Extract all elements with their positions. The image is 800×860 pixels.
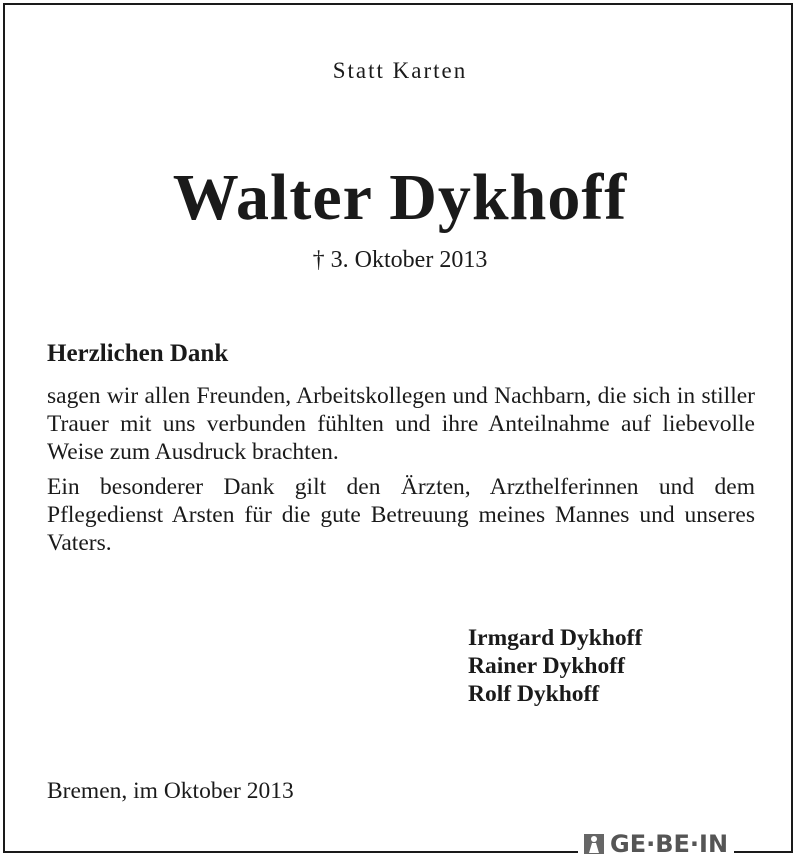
header-line: Statt Karten bbox=[332, 58, 468, 83]
death-date: † 3. Oktober 2013 bbox=[312, 247, 488, 273]
gebein-logo bbox=[578, 828, 734, 860]
logo-text: GE·BE·IN bbox=[610, 830, 729, 858]
signer-name: Rainer Dykhoff bbox=[468, 653, 625, 679]
place-date: Bremen, im Oktober 2013 bbox=[47, 778, 294, 804]
thanks-paragraph-1: sagen wir allen Freunden, Arbeitskollegen und Nachbarn, die sich in stiller Trauer mit uns verbunden fühlten und ihre Anteilnahme auf liebevolle Weise zum Ausdruck brachten. bbox=[47, 383, 755, 465]
signer-name: Rolf Dykhoff bbox=[468, 681, 600, 707]
signer-name: Irmgard Dykhoff bbox=[468, 625, 643, 651]
thanks-paragraph-2: Ein besonderer Dank gilt den Ärzten, Arzthelferinnen und dem Pflegedienst Arsten für die gute Betreuung meines Mannes und unseres Vaters. bbox=[47, 474, 755, 556]
deceased-name: Walter Dykhoff bbox=[172, 161, 628, 234]
thanks-heading: Herzlichen Dank bbox=[47, 340, 229, 367]
signers-block bbox=[468, 624, 642, 708]
figure-icon bbox=[584, 832, 604, 856]
